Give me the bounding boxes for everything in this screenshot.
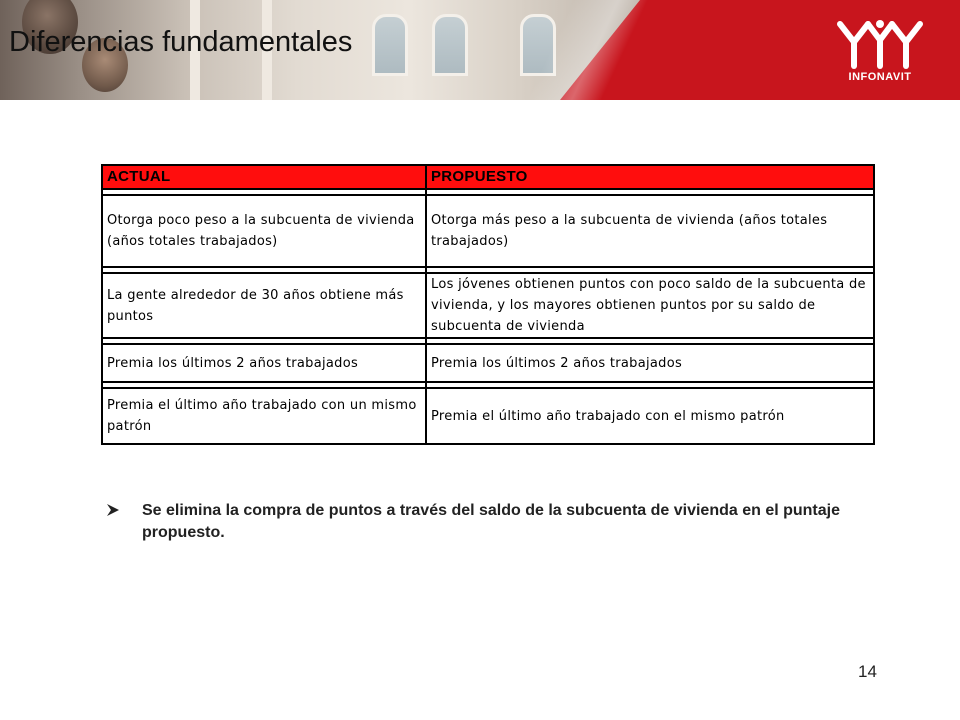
infonavit-logo — [832, 16, 928, 84]
table-header-row — [103, 166, 875, 190]
infonavit-logo-icon — [832, 16, 928, 72]
bullet-text: Se elimina la compra de puntos a través del saldo de la subcuenta de vivienda en el puntaje propuesto. — [142, 502, 840, 541]
cell-actual: Premia los últimos 2 años trabajados — [103, 345, 427, 383]
table-row — [103, 274, 875, 339]
table-row — [103, 345, 875, 383]
cell-actual: Premia el último año trabajado con un mismo patrón — [103, 389, 427, 445]
cell-propuesto: Los jóvenes obtienen puntos con poco saldo de la subcuenta de vivienda, y los mayores obtienen puntos por su saldo de subcuenta de vivienda — [427, 274, 875, 339]
bullet-point — [106, 500, 866, 544]
cell-propuesto: Premia el último año trabajado con el mismo patrón — [427, 389, 875, 445]
page-title: Diferencias fundamentales — [9, 26, 353, 58]
table-row — [103, 389, 875, 445]
comparison-table — [101, 164, 873, 445]
cell-propuesto: Otorga más peso a la subcuenta de vivienda (años totales trabajados) — [427, 196, 875, 268]
cell-propuesto: Premia los últimos 2 años trabajados — [427, 345, 875, 383]
cell-actual: Otorga poco peso a la subcuenta de vivienda (años totales trabajados) — [103, 196, 427, 268]
page-number: 14 — [858, 662, 877, 681]
cell-actual: La gente alrededor de 30 años obtiene más puntos — [103, 274, 427, 339]
logo-text: INFONAVIT — [848, 71, 912, 83]
header-actual: ACTUAL — [103, 166, 427, 190]
header-banner — [0, 0, 960, 100]
table-row — [103, 196, 875, 268]
arrow-bullet-icon — [106, 500, 142, 522]
header-propuesto: PROPUESTO — [427, 166, 875, 190]
